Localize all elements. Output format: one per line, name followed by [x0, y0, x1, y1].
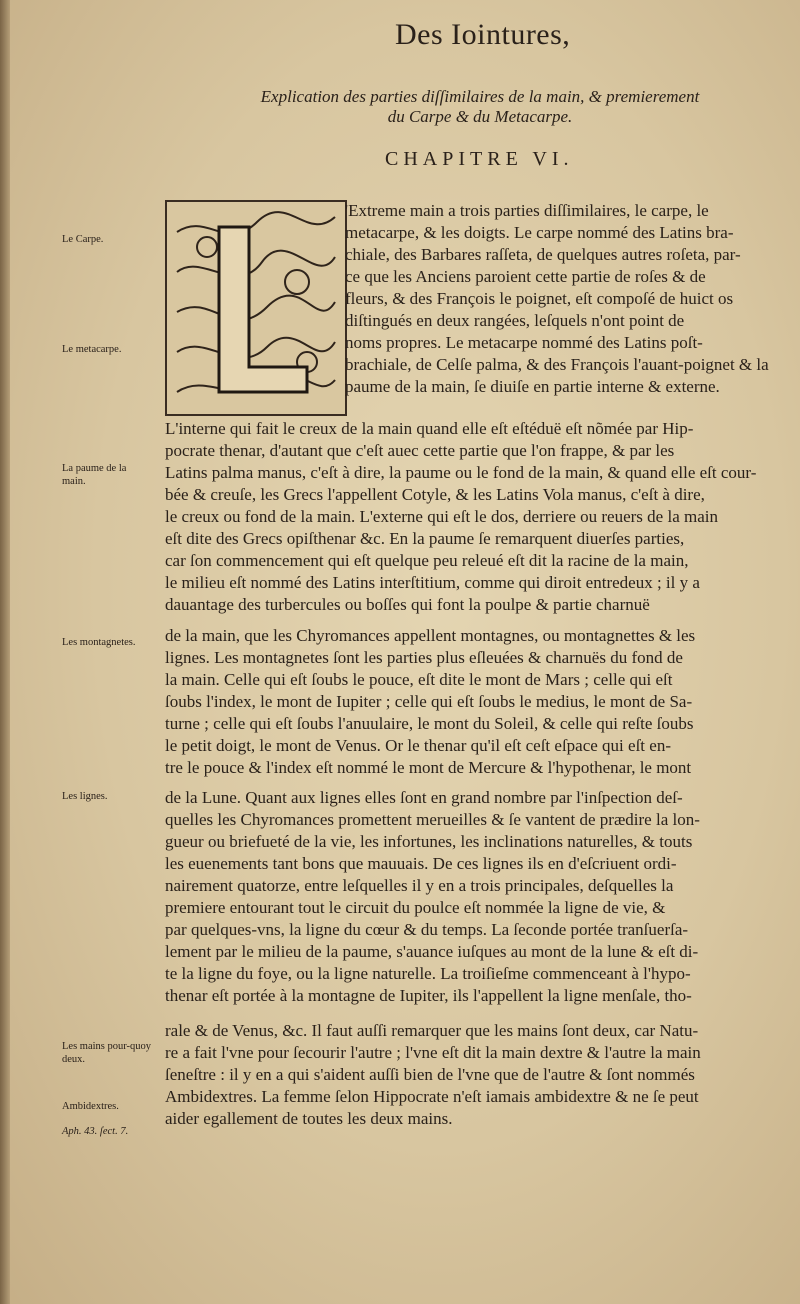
text-line: thenar eſt portée à la montagne de Iupiter, ils l'appellent la ligne menſale, tho-: [165, 986, 692, 1005]
text-line: le creux ou fond de la main. L'externe qui eſt le dos, derriere ou reuers de la main: [165, 507, 718, 526]
text-line: ſeneſtre : il y en a qui s'aident auſſi bien de l'vne que de l'autre & ſont nommés: [165, 1065, 695, 1084]
text-line: metacarpe, & les doigts. Le carpe nommé des Latins bra-: [345, 223, 734, 242]
text-line: ſoubs l'index, le mont de Iupiter ; celle qui eſt ſoubs le medius, le mont de Sa-: [165, 692, 693, 711]
margin-note-lignes: Les lignes.: [62, 791, 108, 802]
chapter-subtitle-line-2: du Carpe & du Metacarpe.: [387, 107, 573, 126]
text-line: 'Extreme main a trois parties diſſimilaires, le carpe, le: [345, 201, 709, 220]
text-line: Ambidextres. La femme ſelon Hippocrate n'eſt iamais ambidextre & ne ſe peut: [165, 1087, 699, 1106]
text-line: chiale, des Barbares raſſeta, de quelques autres roſeta, par-: [345, 245, 741, 264]
chapter-subtitle-line-1: Explication des parties diſſimilaires de la main, & premierement: [260, 87, 700, 106]
margin-note-carpe: Le Carpe.: [62, 234, 104, 245]
text-line: pocrate thenar, d'autant que c'eſt auec cette partie que l'on frappe, & par les: [165, 441, 675, 460]
text-line: aider egallement de toutes les deux mains.: [165, 1109, 453, 1128]
margin-note-montagnetes: Les montagnetes.: [62, 637, 136, 648]
text-line: ce que les Anciens paroient cette partie de roſes & de: [345, 267, 706, 286]
margin-note-ambidextres: Ambidextres.: [62, 1101, 119, 1112]
text-line: le milieu eſt nommé des Latins interſtitium, comme qui diroit entredeux ; il y a: [165, 573, 700, 592]
page-gutter: [0, 0, 10, 1304]
ornament-icon: [167, 202, 345, 414]
show-through-ink: [520, 1175, 790, 1255]
text-line: Latins palma manus, c'eſt à dire, la paume ou le fond de la main, & quand elle eſt cour-: [165, 463, 757, 482]
text-line: le petit doigt, le mont de Venus. Or le thenar qu'il eſt ceſt eſpace qui eſt en-: [165, 736, 671, 755]
text-line: par quelques-vns, la ligne du cœur & du temps. La ſeconde portée tranſuerſa-: [165, 920, 689, 939]
margin-note-paume: La paume de la main.: [62, 463, 127, 487]
text-line: les euenements tant bons que mauuais. De ces lignes ils en d'eſcriuent ordi-: [165, 854, 677, 873]
text-line: rale & de Venus, &c. Il faut auſſi remarquer que les mains ſont deux, car Natu-: [165, 1021, 699, 1040]
margin-note-metacarpe: Le metacarpe.: [62, 344, 122, 355]
margin-note-aphorism: Aph. 43. ſect. 7.: [62, 1126, 129, 1137]
text-line: turne ; celle qui eſt ſoubs l'anuulaire, le mont du Soleil, & celle qui reſte ſoubs: [165, 714, 694, 733]
text-line: la main. Celle qui eſt ſoubs le pouce, eſt dite le mont de Mars ; celle qui eſt: [165, 670, 673, 689]
text-line: fleurs, & des François le poignet, eſt compoſé de huict os: [345, 289, 734, 308]
text-line: lement par le milieu de la paume, s'auance iuſques au mont de la lune & eſt di-: [165, 942, 699, 961]
text-line: noms propres. Le metacarpe nommé des Latins poſt-: [345, 333, 703, 352]
text-line: brachiale, de Celſe palma, & des François l'auant-poignet & la: [345, 355, 769, 374]
text-line: paume de la main, ſe diuiſe en partie interne & externe.: [345, 377, 720, 396]
chapter-heading: CHAPITRE VI.: [385, 148, 574, 170]
text-line: gueur ou briefueté de la vie, les infortunes, les inclinations naturelles, & touts: [165, 832, 693, 851]
running-head: Des Iointures,: [395, 18, 571, 51]
text-line: dauantage des turbercules ou boſſes qui font la poulpe & partie charnuë: [165, 595, 650, 614]
text-line: diſtingués en deux rangées, leſquels n'ont point de: [345, 311, 685, 330]
decorated-initial-l: [165, 200, 347, 416]
text-line: L'interne qui fait le creux de la main quand elle eſt eſtéduë eſt nõmée par Hip-: [165, 419, 694, 438]
margin-note-mains-deux: Les mains pour-quoy deux.: [62, 1041, 152, 1065]
text-line: bée & creuſe, les Grecs l'appellent Cotyle, & les Latins Vola manus, c'eſt à dire,: [165, 485, 705, 504]
text-line: de la Lune. Quant aux lignes elles ſont en grand nombre par l'inſpection deſ-: [165, 788, 683, 807]
text-line: lignes. Les montagnetes ſont les parties plus eſleuées & charnuës du fond de: [165, 648, 683, 667]
text-line: car ſon commencement qui eſt quelque peu releué eſt dit la racine de la main,: [165, 551, 689, 570]
text-line: nairement quatorze, entre leſquelles il y en a trois principales, deſquelles la: [165, 876, 674, 895]
text-line: premiere entourant tout le circuit du poulce eſt nommée la ligne de vie, &: [165, 898, 666, 917]
text-line: quelles les Chyromances promettent merueilles & ſe vantent de prædire la lon-: [165, 810, 700, 829]
text-line: tre le pouce & l'index eſt nommé le mont de Mercure & l'hypothenar, le mont: [165, 758, 692, 777]
text-line: de la main, que les Chyromances appellent montagnes, ou montagnettes & les: [165, 626, 696, 645]
text-line: te la ligne du foye, ou la ligne naturelle. La troiſieſme commenceant à l'hypo-: [165, 964, 691, 983]
text-line: re a fait l'vne pour ſecourir l'autre ; l'vne eſt dit la main dextre & l'autre la main: [165, 1043, 701, 1062]
text-line: eſt dite des Grecs opiſthenar &c. En la paume ſe remarquent diuerſes parties,: [165, 529, 685, 548]
